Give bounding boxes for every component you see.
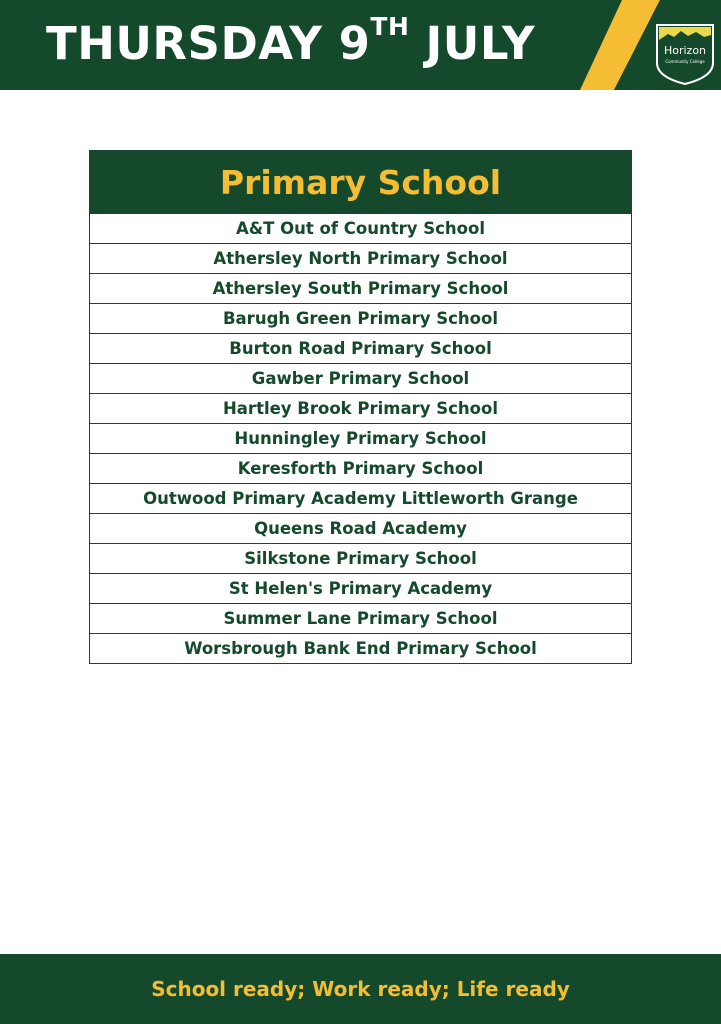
horizon-logo — [654, 23, 716, 85]
table-row: Hunningley Primary School — [90, 423, 631, 453]
table-row: Summer Lane Primary School — [90, 603, 631, 633]
table-row: Gawber Primary School — [90, 363, 631, 393]
page-footer — [0, 954, 721, 1024]
footer-tagline: School ready; Work ready; Life ready — [151, 977, 570, 1001]
svg-text:Horizon: Horizon — [663, 44, 707, 57]
table-row: Worsbrough Bank End Primary School — [90, 633, 631, 663]
page-header — [0, 0, 721, 90]
table-body — [90, 214, 631, 663]
svg-text:Community College: Community College — [665, 59, 705, 64]
table-row: A&T Out of Country School — [235, 219, 486, 238]
table-row: St Helen's Primary Academy — [90, 573, 631, 603]
table-row: Outwood Primary Academy Littleworth Grange — [90, 483, 631, 513]
table-row: Queens Road Academy — [90, 513, 631, 543]
table-heading — [90, 151, 631, 214]
table-heading-text: Primary School — [219, 163, 502, 202]
table-row: Silkstone Primary School — [90, 543, 631, 573]
table-row: Athersley South Primary School — [90, 273, 631, 303]
table-row: Barugh Green Primary School — [90, 303, 631, 333]
table-row: Athersley North Primary School — [90, 243, 631, 273]
primary-school-table — [89, 150, 632, 664]
page-title: THURSDAY 9TH JULY — [46, 12, 536, 70]
table-row: Burton Road Primary School — [90, 333, 631, 363]
table-row: Keresforth Primary School — [90, 453, 631, 483]
table-row: Hartley Brook Primary School — [90, 393, 631, 423]
